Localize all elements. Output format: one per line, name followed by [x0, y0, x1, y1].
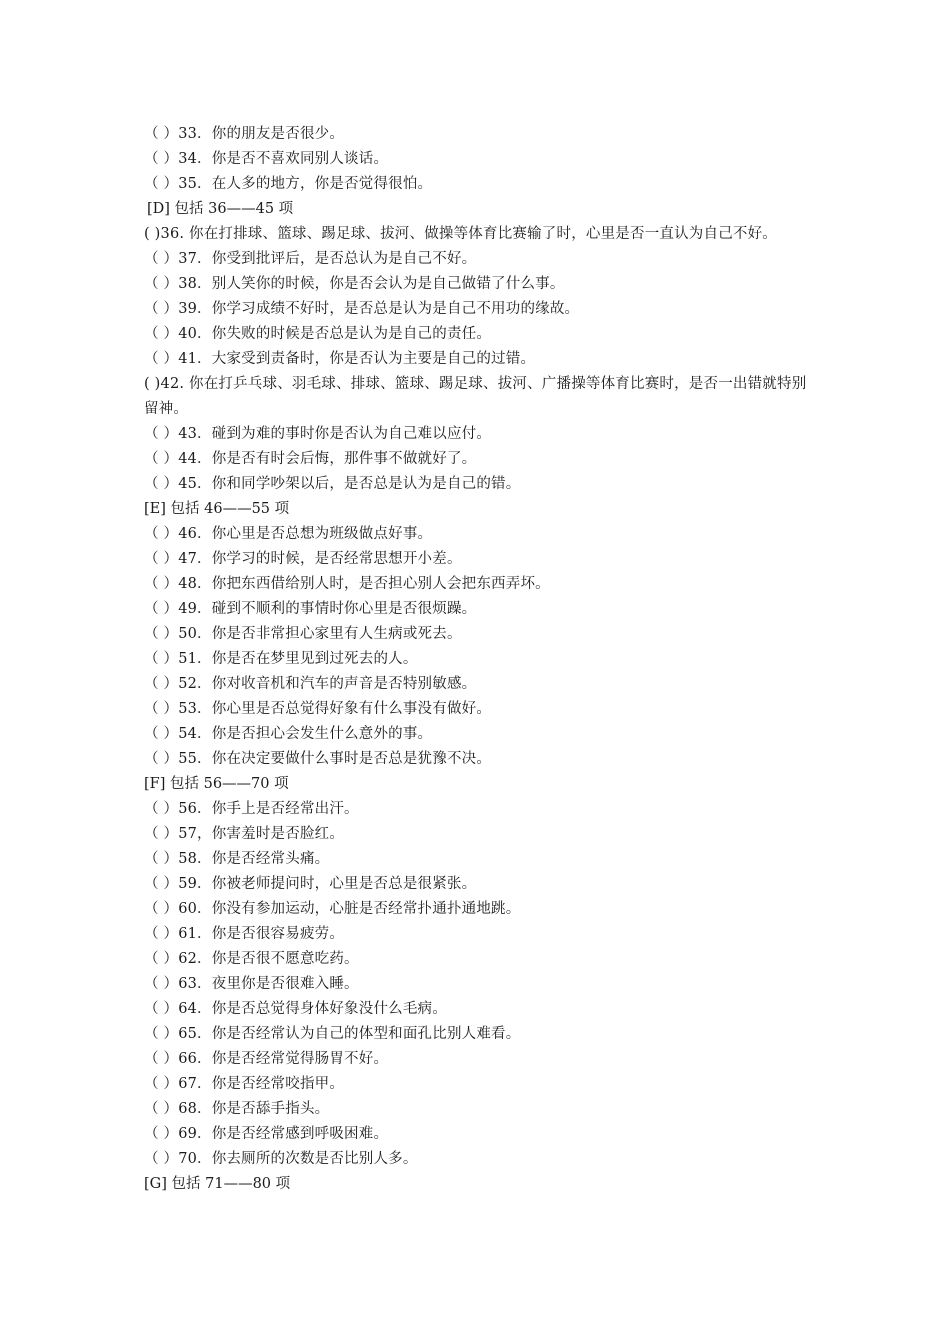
- question-item: （ ）64．你是否总觉得身体好象没什么毛病。: [144, 1001, 447, 1017]
- question-item: （ ）49．碰到不顺利的事情时你心里是否很烦躁。: [144, 601, 477, 617]
- question-item: （ ）47．你学习的时候，是否经常思想开小差。: [144, 551, 462, 567]
- question-item: （ ）48．你把东西借给别人时，是否担心别人会把东西弄坏。: [144, 576, 550, 592]
- question-item: （ ）68．你是否舔手指头。: [144, 1101, 330, 1117]
- question-item: ( )42. 你在打乒乓球、羽毛球、排球、篮球、踢足球、拔河、广播操等体育比赛时，是否一出错就特别留神。: [144, 376, 807, 417]
- question-item: （ ）69．你是否经常感到呼吸困难。: [144, 1126, 389, 1142]
- question-item: （ ）43．碰到为难的事时你是否认为自己难以应付。: [144, 426, 492, 442]
- question-item: （ ）70．你去厕所的次数是否比别人多。: [144, 1151, 418, 1167]
- question-item: （ ）39．你学习成绩不好时，是否总是认为是自己不用功的缘故。: [144, 301, 580, 317]
- question-item: （ ）38．别人笑你的时候，你是否会认为是自己做错了什么事。: [144, 276, 565, 292]
- section-heading-d: [D] 包括 36——45 项: [147, 201, 294, 217]
- question-item: （ ）33．你的朋友是否很少。: [144, 126, 345, 142]
- section-heading-e: [E] 包括 46——55 项: [144, 501, 290, 517]
- question-item: （ ）66．你是否经常觉得肠胃不好。: [144, 1051, 389, 1067]
- question-item: （ ）53．你心里是否总觉得好象有什么事没有做好。: [144, 701, 492, 717]
- question-item: （ ）41．大家受到责备时，你是否认为主要是自己的过错。: [144, 351, 536, 367]
- question-item: （ ）58．你是否经常头痛。: [144, 851, 330, 867]
- question-item: （ ）45．你和同学吵架以后，是否总是认为是自己的错。: [144, 476, 521, 492]
- question-item: （ ）40．你失败的时候是否总是认为是自己的责任。: [144, 326, 492, 342]
- question-item: （ ）55．你在决定要做什么事时是否总是犹豫不决。: [144, 751, 492, 767]
- question-item: （ ）65．你是否经常认为自己的体型和面孔比别人难看。: [144, 1026, 521, 1042]
- question-item: （ ）34．你是否不喜欢同别人谈话。: [144, 151, 389, 167]
- question-item: （ ）35．在人多的地方，你是否觉得很怕。: [144, 176, 433, 192]
- question-item: （ ）60．你没有参加运动，心脏是否经常扑通扑通地跳。: [144, 901, 521, 917]
- question-item: （ ）51．你是否在梦里见到过死去的人。: [144, 651, 418, 667]
- document-page: [144, 122, 816, 1197]
- question-item: （ ）37．你受到批评后，是否总认为是自己不好。: [144, 251, 477, 267]
- question-item: （ ）46．你心里是否总想为班级做点好事。: [144, 526, 433, 542]
- question-item: ( )36. 你在打排球、篮球、踢足球、拔河、做操等体育比赛输了时，心里是否一直认为自己不好。: [144, 226, 777, 242]
- section-heading-f: [F] 包括 56——70 项: [144, 776, 289, 792]
- section-heading-g: [G] 包括 71——80 项: [144, 1176, 291, 1192]
- question-item: （ ）62．你是否很不愿意吃药。: [144, 951, 359, 967]
- question-item: （ ）57，你害羞时是否脸红。: [144, 826, 345, 842]
- question-item: （ ）67．你是否经常咬指甲。: [144, 1076, 345, 1092]
- question-item: （ ）59．你被老师提问时，心里是否总是很紧张。: [144, 876, 477, 892]
- question-item: （ ）52．你对收音机和汽车的声音是否特别敏感。: [144, 676, 477, 692]
- question-item: （ ）56．你手上是否经常出汗。: [144, 801, 359, 817]
- question-item: （ ）50．你是否非常担心家里有人生病或死去。: [144, 626, 462, 642]
- question-item: （ ）44．你是否有时会后悔，那件事不做就好了。: [144, 451, 477, 467]
- question-item: （ ）63．夜里你是否很难入睡。: [144, 976, 359, 992]
- question-item: （ ）54．你是否担心会发生什么意外的事。: [144, 726, 433, 742]
- question-item: （ ）61．你是否很容易疲劳。: [144, 926, 345, 942]
